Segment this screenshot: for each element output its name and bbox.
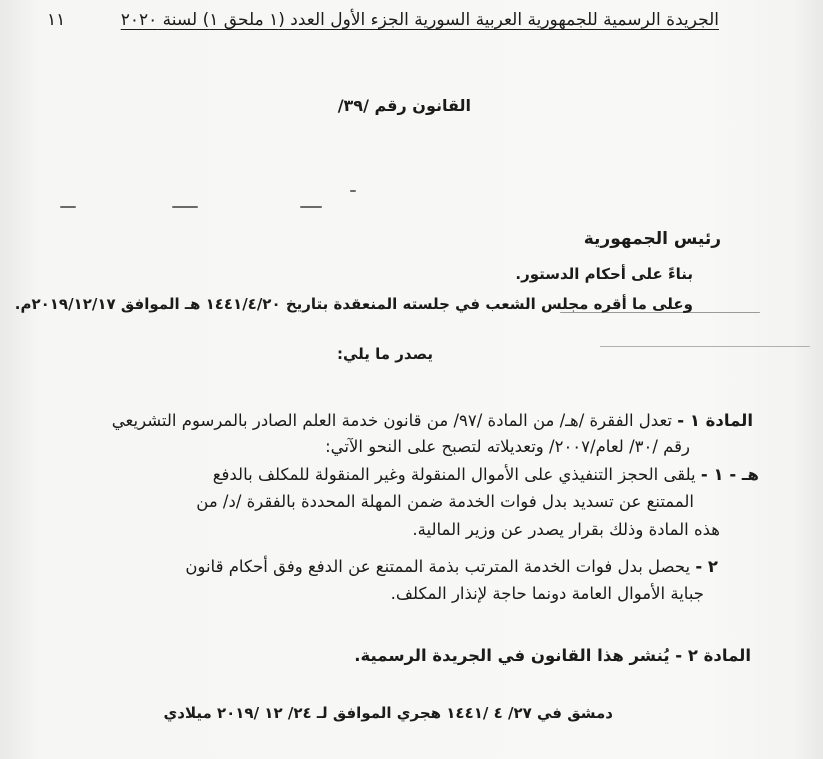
article-1-label: المادة ١ - bbox=[677, 411, 753, 430]
page-number: ١١ bbox=[47, 10, 66, 30]
article-2-text: يُنشر هذا القانون في الجريدة الرسمية. bbox=[354, 646, 670, 665]
scan-speck bbox=[350, 190, 356, 192]
clause-h1-label: هـ - ١ - bbox=[700, 465, 759, 484]
scan-speck bbox=[60, 206, 76, 208]
preamble-issues: يصدر ما يلي: bbox=[336, 345, 433, 363]
preamble-president: رئيس الجمهورية bbox=[583, 229, 721, 249]
clause-h1-third-line: هذه المادة وذلك بقرار يصدر عن وزير المالية. bbox=[412, 520, 720, 539]
preamble-approved: وعلى ما أقره مجلس الشعب في جلسته المنعقدة بتاريخ ١٤٤١/٤/٢٠ هـ الموافق ٢٠١٩/١٢/١٧م. bbox=[14, 295, 693, 313]
article-1-first-line bbox=[112, 411, 753, 430]
article-1-second-line: رقم /٣٠/ لعام/٢٠٠٧/ وتعديلاته لتصبح على النحو الآتي: bbox=[325, 437, 690, 456]
signature-date-line: دمشق في ٢٧/ ٤ /١٤٤١ هجري الموافق لـ ٢٤/ ١٢ /٢٠١٩ ميلادي bbox=[163, 704, 613, 722]
law-title: القانون رقم /٣٩/ bbox=[337, 96, 471, 115]
article-1-text: تعدل الفقرة /هـ/ من المادة /٩٧/ من قانون خدمة العلم الصادر بالمرسوم التشريعي bbox=[111, 411, 673, 430]
scan-speck bbox=[172, 206, 198, 208]
article-2-label: المادة ٢ - bbox=[675, 646, 751, 665]
gazette-header: الجريدة الرسمية للجمهورية العربية السورية الجزء الأول العدد (١ ملحق ١) لسنة ٢٠٢٠ bbox=[120, 10, 719, 30]
clause-h1-first-line bbox=[213, 465, 759, 484]
clause-2-text: يحصل بدل فوات الخدمة المترتب بذمة الممتنع عن الدفع وفق أحكام قانون bbox=[185, 557, 691, 576]
article-2-line bbox=[354, 646, 751, 665]
clause-h1-second-line: الممتنع عن تسديد بدل فوات الخدمة ضمن المهلة المحددة بالفقرة /د/ من bbox=[196, 492, 694, 511]
clause-2-first-line bbox=[185, 557, 718, 576]
scan-rule bbox=[600, 346, 810, 347]
clause-2-second-line: جباية الأموال العامة دونما حاجة لإنذار المكلف. bbox=[390, 584, 704, 603]
scan-speck bbox=[300, 206, 322, 208]
page-edge-shadow bbox=[793, 0, 823, 759]
clause-h1-text: يلقى الحجز التنفيذي على الأموال المنقولة وغير المنقولة للمكلف بالدفع bbox=[212, 465, 696, 484]
clause-2-label: ٢ - bbox=[695, 557, 718, 576]
preamble-based-on: بناءً على أحكام الدستور. bbox=[515, 265, 693, 283]
